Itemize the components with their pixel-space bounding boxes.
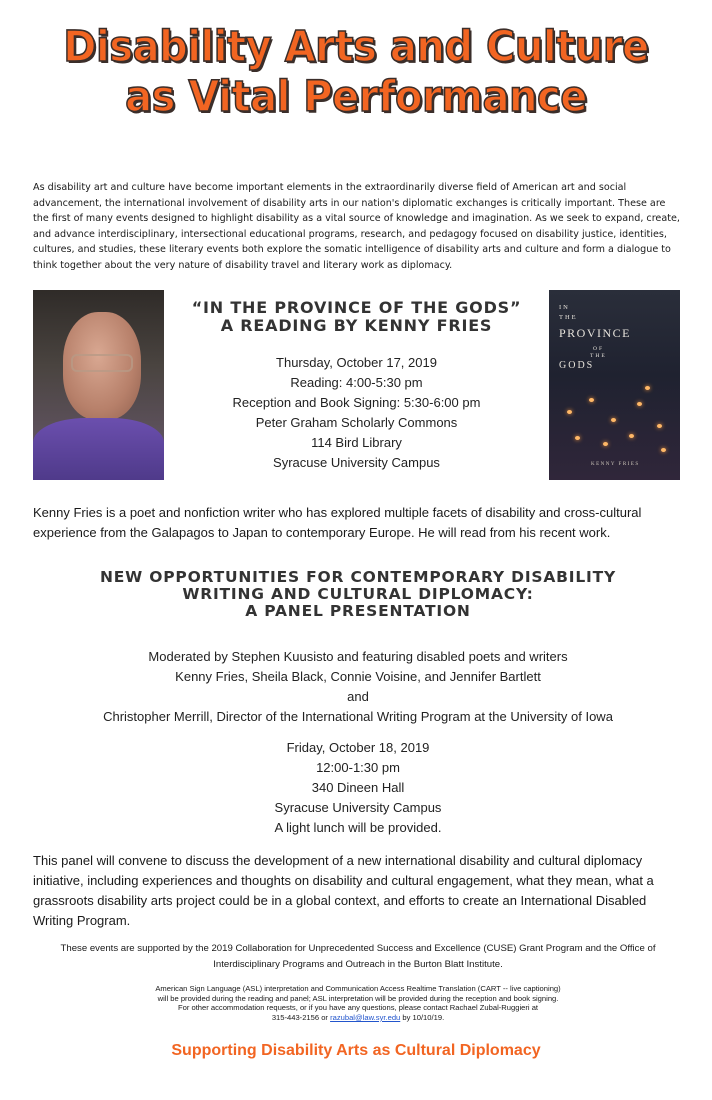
panel-heading-line-1: NEW OPPORTUNITIES FOR CONTEMPORARY DISABILITY	[100, 568, 616, 586]
reading-venue: Peter Graham Scholarly Commons	[255, 415, 458, 430]
panel-heading-line-2: WRITING AND CULTURAL DIPLOMACY:	[182, 585, 534, 603]
book-cover-in: IN	[559, 304, 570, 311]
panel-heading-line-3: A PANEL PRESENTATION	[245, 602, 471, 620]
book-cover-of: OF	[593, 346, 605, 352]
footer-tagline: Supporting Disability Arts as Cultural Diplomacy	[171, 1042, 541, 1059]
reading-date: Thursday, October 17, 2019	[276, 355, 437, 370]
reading-heading-line-1: “IN THE PROVINCE OF THE GODS”	[191, 298, 522, 317]
panel-participants	[33, 647, 683, 727]
panel-and: and	[347, 689, 369, 704]
intro-paragraph: As disability art and culture have become important elements in the extraordinarily diverse field of American art and social advancement, the international involvement of disability arts in our nation's diplomatic exchanges is critically important. These are the first of many events designed to highlight disability as a vital source of knowledge and imagination. As we seek to expand, create, and advance interdisciplinary, intersectional educational programs, research, and pedagogy focused on disability justice, identities, cultures, and studies, these literary events both explore the somatic intelligence of disability arts and culture and form a dialogue to think together about the very nature of disability travel and literary work as diplomacy.	[33, 182, 680, 271]
sponsor-note: These events are supported by the 2019 Collaboration for Unprecedented Success and Excellence (CUSE) Grant Program and the Office of Interdisciplinary Programs and Outreach in the Burton Blatt Institute.	[60, 943, 656, 970]
reading-room: 114 Bird Library	[311, 435, 402, 450]
accessibility-line-1: American Sign Language (ASL) interpretation and Communication Access Realtime Translation (CART -- live captioning)	[155, 984, 561, 993]
event-title	[0, 22, 712, 122]
panel-heading	[33, 569, 683, 620]
panel-date: Friday, October 18, 2019	[286, 740, 430, 755]
book-cover-the-2: THE	[590, 353, 607, 359]
reading-heading	[164, 299, 549, 335]
book-cover-gods: GODS	[559, 360, 595, 371]
author-bio: Kenny Fries is a poet and nonfiction writer who has explored multiple facets of disability and cross-cultural experience from the Galapagos to Japan to contemporary Europe. He will read from his recent work.	[33, 505, 642, 540]
reception-time: Reception and Book Signing: 5:30-6:00 pm	[232, 395, 481, 410]
panel-description: This panel will convene to discuss the development of a new international disability and cultural diplomacy initiative, including experiences and thoughts on disability and cultural engagement, what they mean, what a grassroots disability arts project could be in a global context, and efforts to create an International Disabled Writing Program.	[33, 853, 654, 928]
panel-time: 12:00-1:30 pm	[316, 760, 400, 775]
title-line-2: as Vital Performance	[125, 72, 587, 122]
reading-heading-line-2: A READING BY KENNY FRIES	[220, 316, 493, 335]
book-cover-the: THE	[559, 314, 578, 321]
panel-moderator: Moderated by Stephen Kuusisto and featuring disabled poets and writers	[148, 649, 568, 664]
panel-room: 340 Dineen Hall	[311, 780, 405, 795]
title-line-1: Disability Arts and Culture	[63, 22, 649, 72]
panel-lunch: A light lunch will be provided.	[274, 820, 442, 835]
reading-campus: Syracuse University Campus	[273, 455, 440, 470]
accessibility-contact	[33, 1013, 683, 1023]
panel-director: Christopher Merrill, Director of the International Writing Program at the University of Iowa	[103, 709, 613, 724]
contact-phone: 315-443-2156 or	[271, 1012, 331, 1022]
panel-details	[33, 738, 683, 838]
book-cover-province: PROVINCE	[559, 326, 632, 340]
contact-email-link[interactable]: razubal@law.syr.edu	[330, 1012, 401, 1022]
accessibility-line-2: will be provided during the reading and panel; ASL interpretation will be provided during the reception and book signing.	[157, 993, 559, 1003]
author-photo	[33, 290, 164, 480]
rsvp-deadline: by 10/10/19.	[400, 1012, 445, 1022]
accessibility-line-3: For other accommodation requests, or if you have any questions, please contact Rachael Zubal-Ruggieri at	[177, 1003, 539, 1013]
book-cover-author: KENNY FRIES	[591, 462, 640, 467]
reading-time: Reading: 4:00-5:30 pm	[290, 375, 423, 390]
panel-campus: Syracuse University Campus	[274, 800, 442, 815]
panel-writers: Kenny Fries, Sheila Black, Connie Voisine, and Jennifer Bartlett	[175, 669, 541, 684]
reading-details	[164, 353, 549, 473]
accessibility-note	[33, 984, 683, 1022]
book-cover-image	[549, 290, 680, 480]
